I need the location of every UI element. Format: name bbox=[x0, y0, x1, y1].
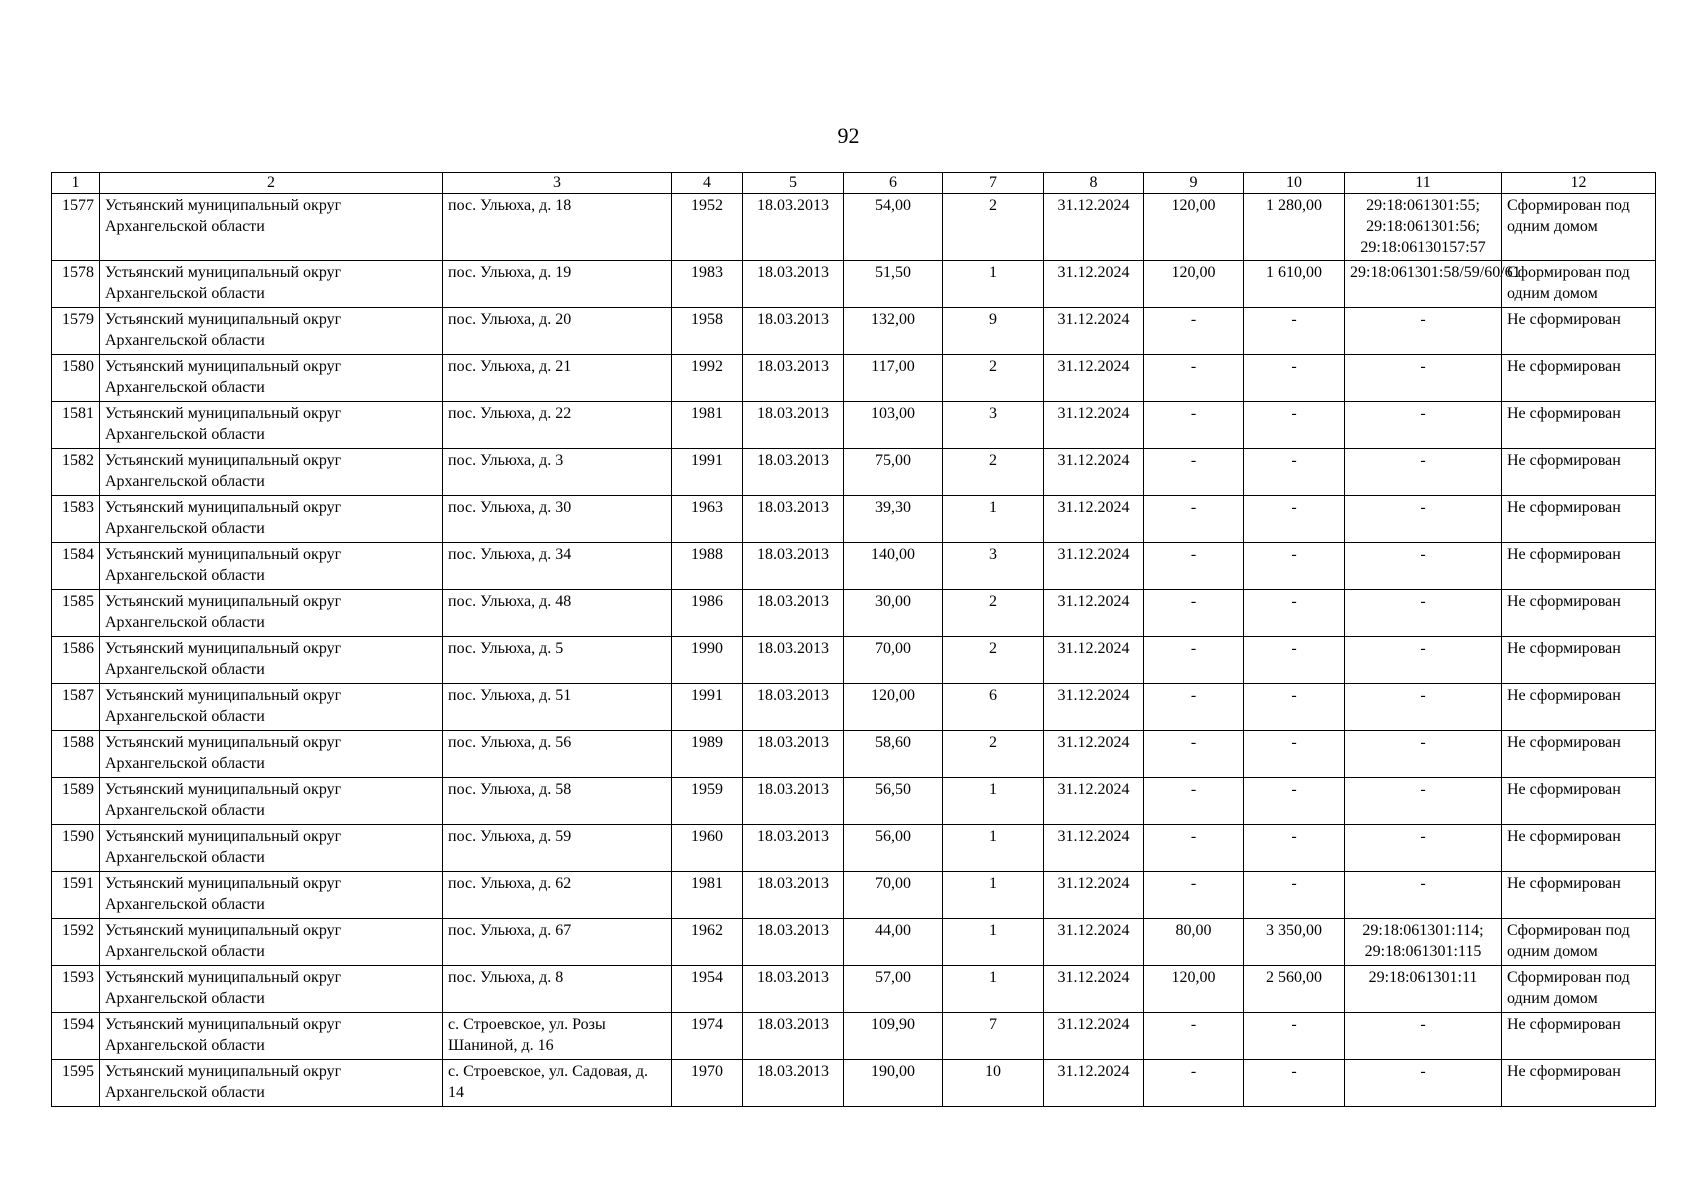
cell-land-area: - bbox=[1144, 1013, 1244, 1060]
cell-land-area: 120,00 bbox=[1144, 261, 1244, 308]
cell-deadline: 31.12.2024 bbox=[1044, 1013, 1144, 1060]
cell-date: 18.03.2013 bbox=[743, 1013, 844, 1060]
cell-status: Не сформирован bbox=[1502, 449, 1656, 496]
cell-area: 140,00 bbox=[844, 543, 943, 590]
cell-area: 120,00 bbox=[844, 684, 943, 731]
cell-count: 2 bbox=[943, 355, 1044, 402]
cell-number: 1590 bbox=[52, 825, 100, 872]
table-body bbox=[52, 194, 1656, 1107]
cell-date: 18.03.2013 bbox=[743, 402, 844, 449]
cell-deadline: 31.12.2024 bbox=[1044, 731, 1144, 778]
page-number: 92 bbox=[837, 123, 860, 148]
cell-municipality: Устьянский муниципальный округ Архангельской области bbox=[100, 261, 443, 308]
cell-status: Не сформирован bbox=[1502, 590, 1656, 637]
cell-address: пос. Ульюха, д. 62 bbox=[443, 872, 672, 919]
cell-year: 1992 bbox=[672, 355, 743, 402]
table-row bbox=[52, 402, 1656, 449]
cell-status: Не сформирован bbox=[1502, 1060, 1656, 1107]
cell-status: Сформирован под одним домом bbox=[1502, 919, 1656, 966]
cell-number: 1577 bbox=[52, 194, 100, 261]
cell-date: 18.03.2013 bbox=[743, 731, 844, 778]
cell-address: пос. Ульюха, д. 58 bbox=[443, 778, 672, 825]
table-row bbox=[52, 1013, 1656, 1060]
cell-count: 10 bbox=[943, 1060, 1044, 1107]
cell-value: - bbox=[1244, 1013, 1345, 1060]
cell-cadastral: - bbox=[1345, 637, 1502, 684]
cell-area: 70,00 bbox=[844, 637, 943, 684]
cell-number: 1593 bbox=[52, 966, 100, 1013]
cell-land-area: 120,00 bbox=[1144, 194, 1244, 261]
table-row bbox=[52, 590, 1656, 637]
cell-address: пос. Ульюха, д. 51 bbox=[443, 684, 672, 731]
cell-count: 2 bbox=[943, 637, 1044, 684]
cell-count: 1 bbox=[943, 496, 1044, 543]
cell-year: 1981 bbox=[672, 872, 743, 919]
cell-status: Не сформирован bbox=[1502, 825, 1656, 872]
column-header: 9 bbox=[1144, 173, 1244, 194]
column-header: 7 bbox=[943, 173, 1044, 194]
cell-municipality: Устьянский муниципальный округ Архангельской области bbox=[100, 1060, 443, 1107]
cell-land-area: - bbox=[1144, 355, 1244, 402]
cell-count: 1 bbox=[943, 919, 1044, 966]
cell-value: - bbox=[1244, 637, 1345, 684]
cell-status: Сформирован под одним домом bbox=[1502, 194, 1656, 261]
cell-value: - bbox=[1244, 402, 1345, 449]
cell-date: 18.03.2013 bbox=[743, 966, 844, 1013]
cell-deadline: 31.12.2024 bbox=[1044, 637, 1144, 684]
cell-municipality: Устьянский муниципальный округ Архангельской области bbox=[100, 308, 443, 355]
cell-cadastral: 29:18:061301:11 bbox=[1345, 966, 1502, 1013]
cell-land-area: - bbox=[1144, 543, 1244, 590]
cell-value: - bbox=[1244, 684, 1345, 731]
column-header: 1 bbox=[52, 173, 100, 194]
cell-status: Не сформирован bbox=[1502, 1013, 1656, 1060]
cell-year: 1989 bbox=[672, 731, 743, 778]
table-row bbox=[52, 449, 1656, 496]
cell-status: Сформирован под одним домом bbox=[1502, 261, 1656, 308]
cell-municipality: Устьянский муниципальный округ Архангельской области bbox=[100, 731, 443, 778]
table-row bbox=[52, 496, 1656, 543]
column-header: 5 bbox=[743, 173, 844, 194]
cell-year: 1954 bbox=[672, 966, 743, 1013]
cell-cadastral: - bbox=[1345, 590, 1502, 637]
table-row bbox=[52, 731, 1656, 778]
cell-count: 1 bbox=[943, 825, 1044, 872]
cell-address: с. Строевское, ул. Садовая, д. 14 bbox=[443, 1060, 672, 1107]
cell-year: 1970 bbox=[672, 1060, 743, 1107]
cell-area: 51,50 bbox=[844, 261, 943, 308]
header-row bbox=[52, 173, 1656, 194]
column-header: 3 bbox=[443, 173, 672, 194]
cell-year: 1960 bbox=[672, 825, 743, 872]
column-header: 6 bbox=[844, 173, 943, 194]
cell-municipality: Устьянский муниципальный округ Архангельской области bbox=[100, 590, 443, 637]
table-row bbox=[52, 919, 1656, 966]
cell-cadastral: 29:18:061301:114; 29:18:061301:115 bbox=[1345, 919, 1502, 966]
cell-land-area: - bbox=[1144, 590, 1244, 637]
cell-count: 1 bbox=[943, 778, 1044, 825]
cell-deadline: 31.12.2024 bbox=[1044, 543, 1144, 590]
cell-year: 1991 bbox=[672, 684, 743, 731]
cell-cadastral: - bbox=[1345, 355, 1502, 402]
cell-deadline: 31.12.2024 bbox=[1044, 194, 1144, 261]
cell-land-area: - bbox=[1144, 825, 1244, 872]
cell-address: пос. Ульюха, д. 30 bbox=[443, 496, 672, 543]
cell-land-area: - bbox=[1144, 402, 1244, 449]
cell-land-area: - bbox=[1144, 684, 1244, 731]
cell-date: 18.03.2013 bbox=[743, 872, 844, 919]
table-row bbox=[52, 1060, 1656, 1107]
cell-address: пос. Ульюха, д. 67 bbox=[443, 919, 672, 966]
cell-area: 75,00 bbox=[844, 449, 943, 496]
column-header: 12 bbox=[1502, 173, 1656, 194]
cell-date: 18.03.2013 bbox=[743, 684, 844, 731]
cell-municipality: Устьянский муниципальный округ Архангельской области bbox=[100, 684, 443, 731]
cell-date: 18.03.2013 bbox=[743, 637, 844, 684]
table-row bbox=[52, 637, 1656, 684]
cell-municipality: Устьянский муниципальный округ Архангельской области bbox=[100, 825, 443, 872]
cell-cadastral: - bbox=[1345, 684, 1502, 731]
cell-date: 18.03.2013 bbox=[743, 194, 844, 261]
cell-status: Не сформирован bbox=[1502, 872, 1656, 919]
cell-count: 2 bbox=[943, 449, 1044, 496]
cell-date: 18.03.2013 bbox=[743, 590, 844, 637]
cell-land-area: - bbox=[1144, 496, 1244, 543]
table-row bbox=[52, 261, 1656, 308]
cell-municipality: Устьянский муниципальный округ Архангельской области bbox=[100, 872, 443, 919]
cell-count: 7 bbox=[943, 1013, 1044, 1060]
cell-date: 18.03.2013 bbox=[743, 308, 844, 355]
cell-status: Не сформирован bbox=[1502, 308, 1656, 355]
cell-area: 54,00 bbox=[844, 194, 943, 261]
table-row bbox=[52, 684, 1656, 731]
cell-status: Не сформирован bbox=[1502, 684, 1656, 731]
cell-address: пос. Ульюха, д. 56 bbox=[443, 731, 672, 778]
cell-number: 1587 bbox=[52, 684, 100, 731]
cell-value: - bbox=[1244, 355, 1345, 402]
cell-address: пос. Ульюха, д. 34 bbox=[443, 543, 672, 590]
cell-cadastral: - bbox=[1345, 1060, 1502, 1107]
cell-count: 6 bbox=[943, 684, 1044, 731]
cell-land-area: - bbox=[1144, 872, 1244, 919]
cell-area: 57,00 bbox=[844, 966, 943, 1013]
cell-value: - bbox=[1244, 825, 1345, 872]
cell-number: 1581 bbox=[52, 402, 100, 449]
cell-number: 1591 bbox=[52, 872, 100, 919]
cell-municipality: Устьянский муниципальный округ Архангельской области bbox=[100, 449, 443, 496]
cell-number: 1595 bbox=[52, 1060, 100, 1107]
cell-municipality: Устьянский муниципальный округ Архангельской области bbox=[100, 966, 443, 1013]
column-header: 10 bbox=[1244, 173, 1345, 194]
table-row bbox=[52, 825, 1656, 872]
cell-area: 117,00 bbox=[844, 355, 943, 402]
cell-date: 18.03.2013 bbox=[743, 1060, 844, 1107]
cell-land-area: - bbox=[1144, 308, 1244, 355]
cell-area: 103,00 bbox=[844, 402, 943, 449]
cell-value: - bbox=[1244, 308, 1345, 355]
cell-value: 3 350,00 bbox=[1244, 919, 1345, 966]
cell-date: 18.03.2013 bbox=[743, 543, 844, 590]
cell-value: - bbox=[1244, 449, 1345, 496]
cell-area: 70,00 bbox=[844, 872, 943, 919]
cell-municipality: Устьянский муниципальный округ Архангельской области bbox=[100, 1013, 443, 1060]
cell-municipality: Устьянский муниципальный округ Архангельской области bbox=[100, 543, 443, 590]
column-header: 8 bbox=[1044, 173, 1144, 194]
cell-land-area: - bbox=[1144, 1060, 1244, 1107]
cell-value: 2 560,00 bbox=[1244, 966, 1345, 1013]
cell-year: 1988 bbox=[672, 543, 743, 590]
cell-municipality: Устьянский муниципальный округ Архангельской области bbox=[100, 919, 443, 966]
cell-cadastral: 29:18:061301:58/59/60/61 bbox=[1345, 261, 1502, 308]
cell-cadastral: - bbox=[1345, 308, 1502, 355]
cell-number: 1582 bbox=[52, 449, 100, 496]
cell-count: 3 bbox=[943, 543, 1044, 590]
cell-cadastral: - bbox=[1345, 402, 1502, 449]
cell-date: 18.03.2013 bbox=[743, 496, 844, 543]
cell-land-area: - bbox=[1144, 449, 1244, 496]
cell-value: 1 610,00 bbox=[1244, 261, 1345, 308]
cell-cadastral: - bbox=[1345, 778, 1502, 825]
cell-municipality: Устьянский муниципальный округ Архангельской области bbox=[100, 778, 443, 825]
cell-address: пос. Ульюха, д. 48 bbox=[443, 590, 672, 637]
cell-deadline: 31.12.2024 bbox=[1044, 308, 1144, 355]
cell-value: 1 280,00 bbox=[1244, 194, 1345, 261]
cell-year: 1974 bbox=[672, 1013, 743, 1060]
cell-date: 18.03.2013 bbox=[743, 261, 844, 308]
cell-deadline: 31.12.2024 bbox=[1044, 1060, 1144, 1107]
cell-year: 1963 bbox=[672, 496, 743, 543]
cell-address: пос. Ульюха, д. 8 bbox=[443, 966, 672, 1013]
cell-cadastral: - bbox=[1345, 496, 1502, 543]
cell-number: 1578 bbox=[52, 261, 100, 308]
cell-land-area: - bbox=[1144, 637, 1244, 684]
cell-area: 109,90 bbox=[844, 1013, 943, 1060]
cell-count: 2 bbox=[943, 194, 1044, 261]
cell-value: - bbox=[1244, 1060, 1345, 1107]
cell-date: 18.03.2013 bbox=[743, 355, 844, 402]
cell-area: 58,60 bbox=[844, 731, 943, 778]
cell-year: 1991 bbox=[672, 449, 743, 496]
cell-cadastral: - bbox=[1345, 731, 1502, 778]
cell-year: 1986 bbox=[672, 590, 743, 637]
cell-date: 18.03.2013 bbox=[743, 449, 844, 496]
cell-count: 2 bbox=[943, 590, 1044, 637]
cell-area: 56,50 bbox=[844, 778, 943, 825]
cell-municipality: Устьянский муниципальный округ Архангельской области bbox=[100, 402, 443, 449]
cell-deadline: 31.12.2024 bbox=[1044, 496, 1144, 543]
cell-deadline: 31.12.2024 bbox=[1044, 449, 1144, 496]
cell-cadastral: - bbox=[1345, 825, 1502, 872]
cell-value: - bbox=[1244, 872, 1345, 919]
cell-area: 39,30 bbox=[844, 496, 943, 543]
cell-address: с. Строевское, ул. Розы Шаниной, д. 16 bbox=[443, 1013, 672, 1060]
column-header: 11 bbox=[1345, 173, 1502, 194]
cell-address: пос. Ульюха, д. 59 bbox=[443, 825, 672, 872]
cell-count: 3 bbox=[943, 402, 1044, 449]
cell-area: 30,00 bbox=[844, 590, 943, 637]
cell-deadline: 31.12.2024 bbox=[1044, 590, 1144, 637]
cell-number: 1592 bbox=[52, 919, 100, 966]
cell-date: 18.03.2013 bbox=[743, 825, 844, 872]
cell-municipality: Устьянский муниципальный округ Архангельской области bbox=[100, 355, 443, 402]
cell-number: 1588 bbox=[52, 731, 100, 778]
cell-address: пос. Ульюха, д. 20 bbox=[443, 308, 672, 355]
cell-deadline: 31.12.2024 bbox=[1044, 966, 1144, 1013]
table-row bbox=[52, 966, 1656, 1013]
table-row bbox=[52, 194, 1656, 261]
cell-status: Не сформирован bbox=[1502, 543, 1656, 590]
cell-number: 1584 bbox=[52, 543, 100, 590]
cell-deadline: 31.12.2024 bbox=[1044, 355, 1144, 402]
cell-land-area: - bbox=[1144, 731, 1244, 778]
cell-deadline: 31.12.2024 bbox=[1044, 261, 1144, 308]
cell-count: 1 bbox=[943, 261, 1044, 308]
table-row bbox=[52, 778, 1656, 825]
cell-year: 1983 bbox=[672, 261, 743, 308]
cell-area: 190,00 bbox=[844, 1060, 943, 1107]
cell-year: 1981 bbox=[672, 402, 743, 449]
cell-value: - bbox=[1244, 731, 1345, 778]
column-header: 4 bbox=[672, 173, 743, 194]
cell-value: - bbox=[1244, 590, 1345, 637]
cell-deadline: 31.12.2024 bbox=[1044, 684, 1144, 731]
cell-date: 18.03.2013 bbox=[743, 919, 844, 966]
cell-municipality: Устьянский муниципальный округ Архангельской области bbox=[100, 194, 443, 261]
cell-address: пос. Ульюха, д. 3 bbox=[443, 449, 672, 496]
cell-number: 1586 bbox=[52, 637, 100, 684]
cell-municipality: Устьянский муниципальный округ Архангельской области bbox=[100, 637, 443, 684]
cell-cadastral: - bbox=[1345, 1013, 1502, 1060]
table-row bbox=[52, 872, 1656, 919]
cell-land-area: - bbox=[1144, 778, 1244, 825]
cell-address: пос. Ульюха, д. 19 bbox=[443, 261, 672, 308]
cell-value: - bbox=[1244, 778, 1345, 825]
cell-cadastral: 29:18:061301:55; 29:18:061301:56; 29:18:06130157:57 bbox=[1345, 194, 1502, 261]
table-row bbox=[52, 355, 1656, 402]
cell-number: 1594 bbox=[52, 1013, 100, 1060]
cell-land-area: 80,00 bbox=[1144, 919, 1244, 966]
cell-address: пос. Ульюха, д. 5 bbox=[443, 637, 672, 684]
cell-deadline: 31.12.2024 bbox=[1044, 919, 1144, 966]
cell-status: Не сформирован bbox=[1502, 637, 1656, 684]
cell-number: 1580 bbox=[52, 355, 100, 402]
cell-area: 56,00 bbox=[844, 825, 943, 872]
cell-address: пос. Ульюха, д. 21 bbox=[443, 355, 672, 402]
cell-count: 1 bbox=[943, 872, 1044, 919]
cell-status: Не сформирован bbox=[1502, 731, 1656, 778]
cell-municipality: Устьянский муниципальный округ Архангельской области bbox=[100, 496, 443, 543]
cell-year: 1990 bbox=[672, 637, 743, 684]
cell-status: Не сформирован bbox=[1502, 355, 1656, 402]
cell-count: 1 bbox=[943, 966, 1044, 1013]
cell-value: - bbox=[1244, 496, 1345, 543]
cell-number: 1589 bbox=[52, 778, 100, 825]
cell-cadastral: - bbox=[1345, 449, 1502, 496]
table-row bbox=[52, 543, 1656, 590]
cell-year: 1962 bbox=[672, 919, 743, 966]
cell-year: 1959 bbox=[672, 778, 743, 825]
cell-deadline: 31.12.2024 bbox=[1044, 872, 1144, 919]
cell-land-area: 120,00 bbox=[1144, 966, 1244, 1013]
cell-status: Не сформирован bbox=[1502, 402, 1656, 449]
table-row bbox=[52, 308, 1656, 355]
cell-status: Сформирован под одним домом bbox=[1502, 966, 1656, 1013]
cell-count: 9 bbox=[943, 308, 1044, 355]
cell-number: 1583 bbox=[52, 496, 100, 543]
cell-count: 2 bbox=[943, 731, 1044, 778]
cell-cadastral: - bbox=[1345, 872, 1502, 919]
column-header: 2 bbox=[100, 173, 443, 194]
cell-value: - bbox=[1244, 543, 1345, 590]
cell-address: пос. Ульюха, д. 22 bbox=[443, 402, 672, 449]
cell-year: 1958 bbox=[672, 308, 743, 355]
cell-deadline: 31.12.2024 bbox=[1044, 825, 1144, 872]
cell-area: 44,00 bbox=[844, 919, 943, 966]
cell-cadastral: - bbox=[1345, 543, 1502, 590]
registry-table bbox=[51, 172, 1656, 1107]
cell-deadline: 31.12.2024 bbox=[1044, 778, 1144, 825]
cell-year: 1952 bbox=[672, 194, 743, 261]
cell-area: 132,00 bbox=[844, 308, 943, 355]
cell-number: 1579 bbox=[52, 308, 100, 355]
cell-date: 18.03.2013 bbox=[743, 778, 844, 825]
cell-status: Не сформирован bbox=[1502, 778, 1656, 825]
cell-status: Не сформирован bbox=[1502, 496, 1656, 543]
cell-address: пос. Ульюха, д. 18 bbox=[443, 194, 672, 261]
cell-number: 1585 bbox=[52, 590, 100, 637]
cell-deadline: 31.12.2024 bbox=[1044, 402, 1144, 449]
